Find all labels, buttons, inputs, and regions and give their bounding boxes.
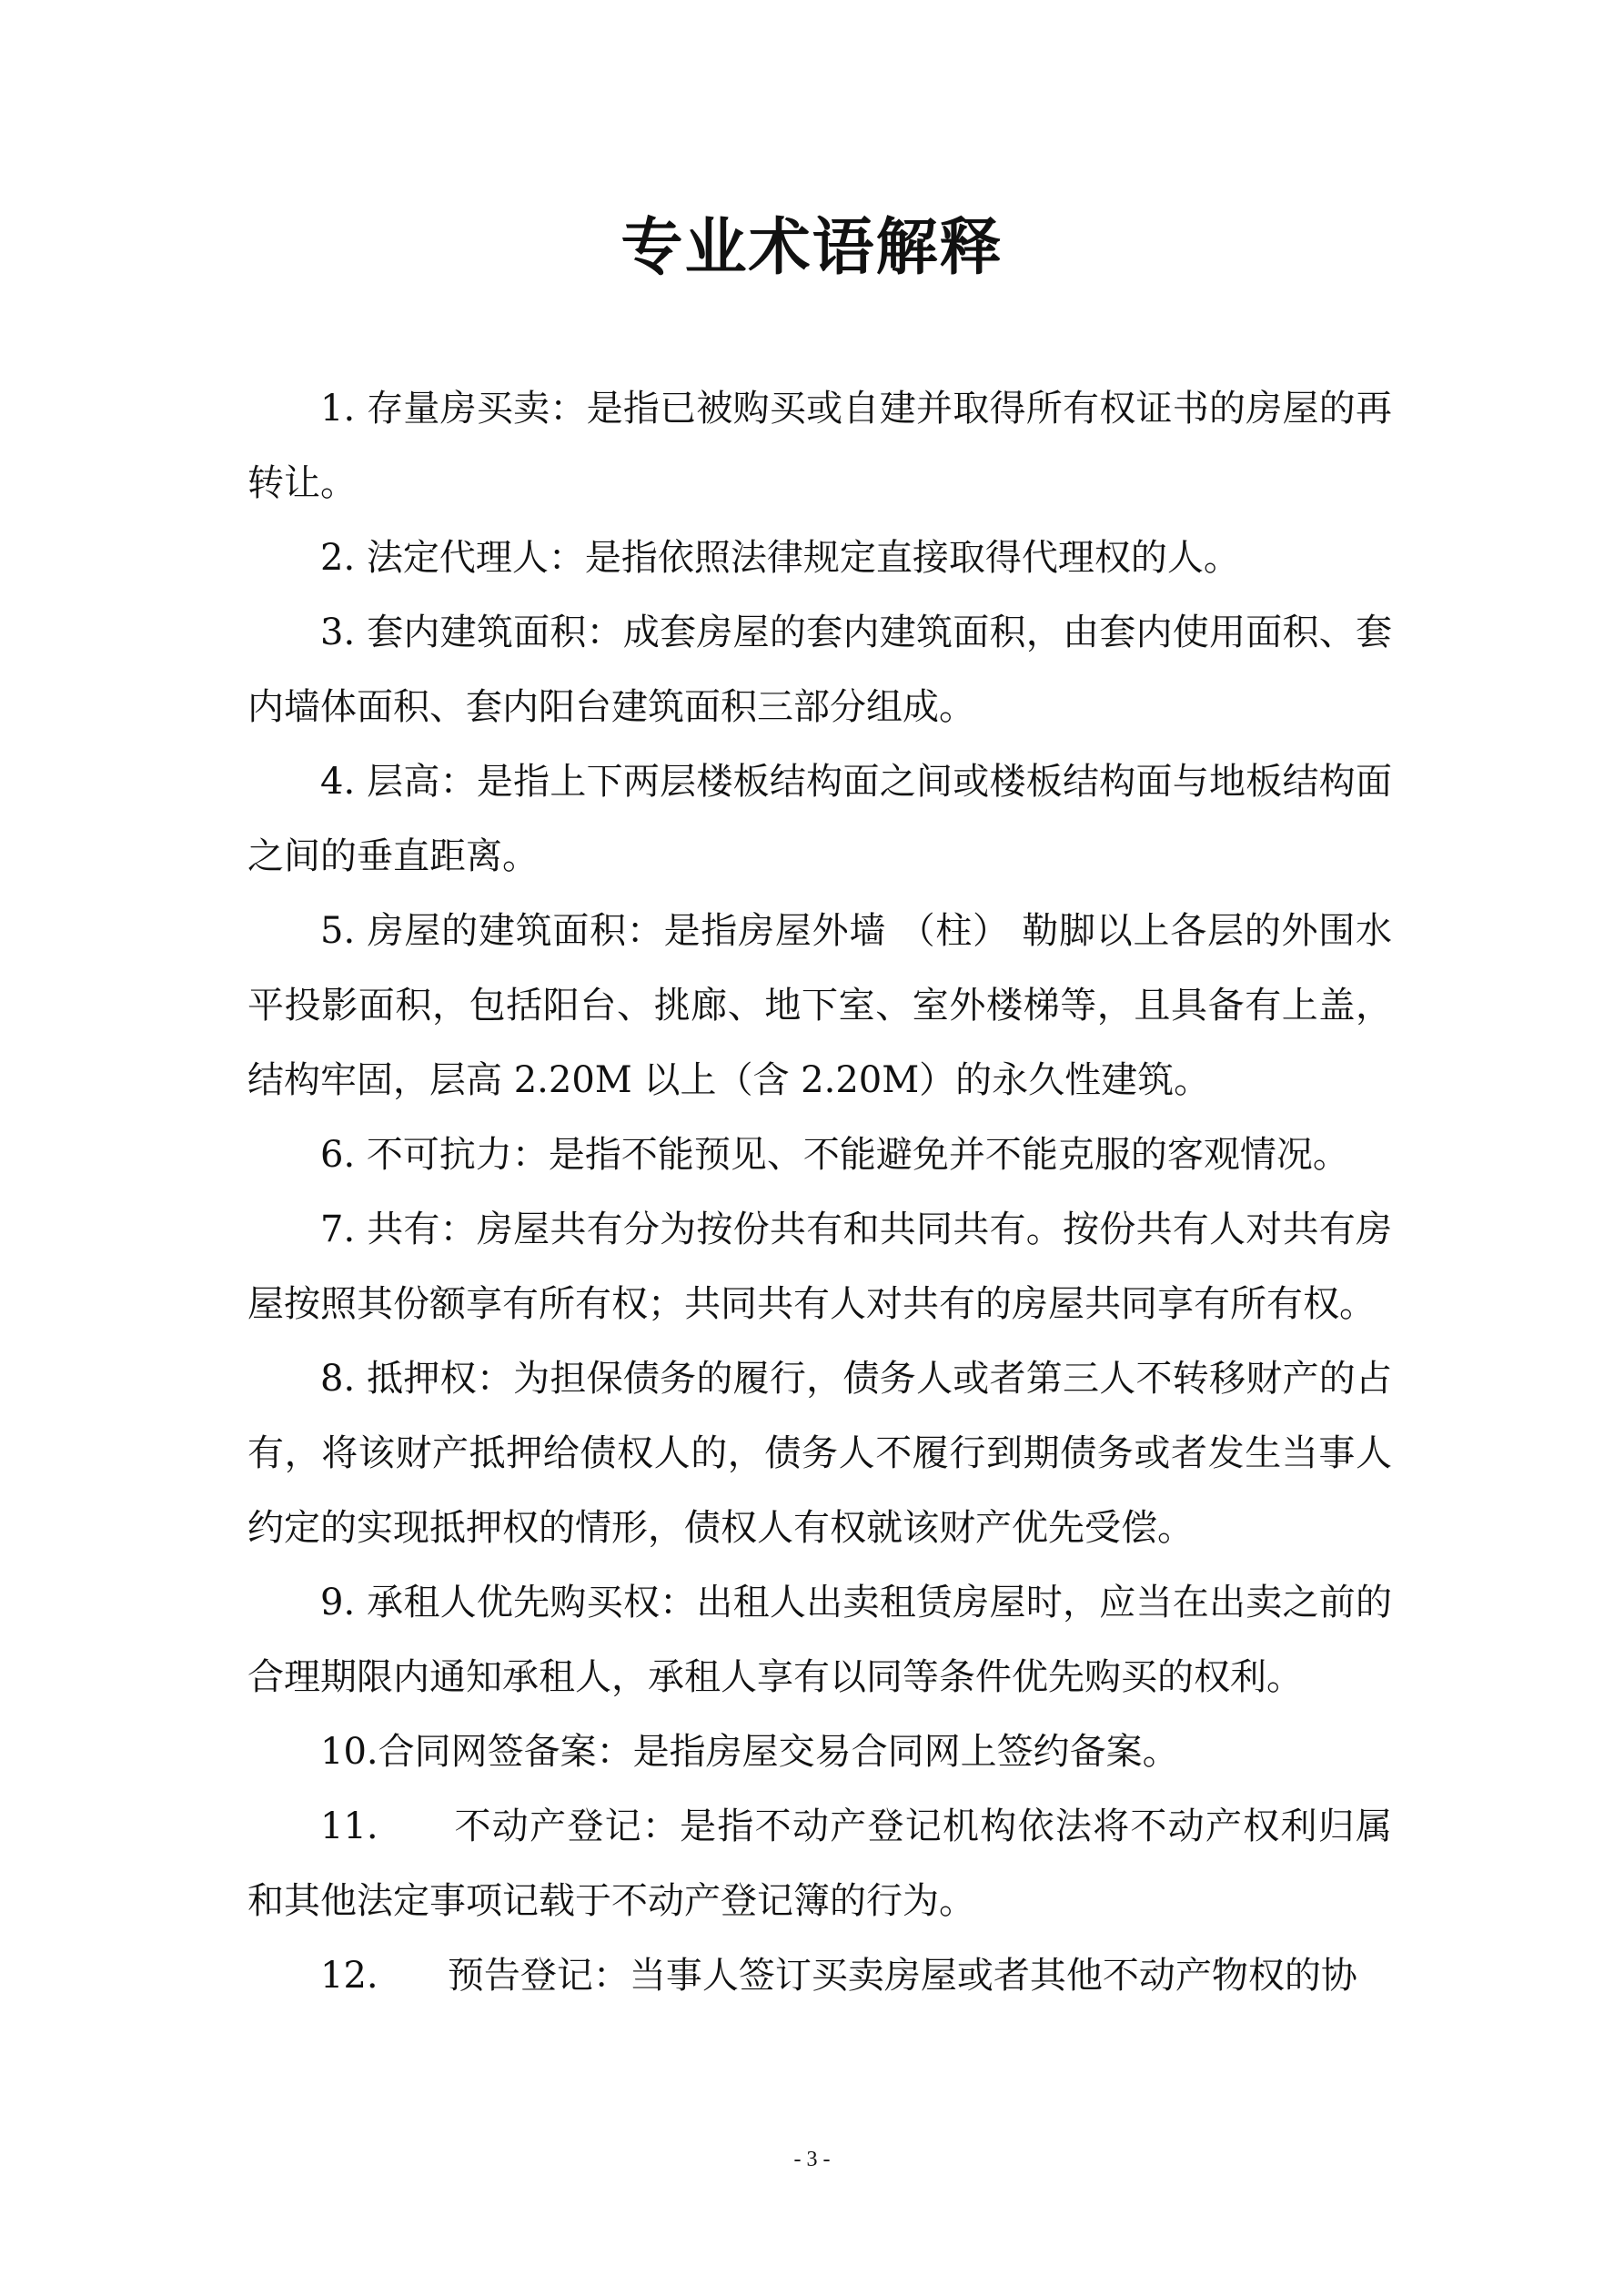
term-number: 4. <box>320 761 356 803</box>
term-text: 承租人优先购买权：出租人出卖租赁房屋时，应当在出卖之前的合理期限内通知承租人，承租人享有以同等条件优先购买的权利。 <box>247 1582 1392 1698</box>
term-item <box>247 744 1392 894</box>
term-text: 不可抗力：是指不能预见、不能避免并不能克服的客观情况。 <box>366 1134 1349 1176</box>
term-number: 8. <box>320 1358 356 1400</box>
term-text: 抵押权：为担保债务的履行，债务人或者第三人不转移财产的占有，将该财产抵押给债权人的，债务人不履行到期债务或者发生当事人约定的实现抵押权的情形，债权人有权就该财产优先受偿。 <box>247 1358 1392 1549</box>
term-text: 合同网签备案：是指房屋交易合同网上签约备案。 <box>378 1731 1179 1773</box>
term-number: 2. <box>320 537 356 579</box>
term-text: 套内建筑面积：成套房屋的套内建筑面积，由套内使用面积、套内墙体面积、套内阳台建筑面积三部分组成。 <box>247 612 1392 728</box>
term-item <box>247 1192 1392 1341</box>
term-number: 10. <box>320 1731 378 1773</box>
term-number: 3. <box>320 612 356 653</box>
term-number: 9. <box>320 1582 356 1623</box>
terms-list <box>247 371 1392 2013</box>
page-title: 专业术语解释 <box>620 212 1004 284</box>
term-number: 11. <box>320 1805 378 1847</box>
term-number: 7. <box>320 1209 356 1250</box>
term-item <box>247 595 1392 744</box>
term-number: 12. <box>320 1955 378 1997</box>
term-item <box>247 1118 1392 1192</box>
page-number: - 3 - <box>793 2148 831 2171</box>
term-number: 1. <box>320 388 356 430</box>
term-text: 预告登记：当事人签订买卖房屋或者其他不动产物权的协 <box>447 1955 1357 1997</box>
term-text: 共有：房屋共有分为按份共有和共同共有。按份共有人对共有房屋按照其份额享有所有权；共同共有人对共有的房屋共同享有所有权。 <box>247 1209 1392 1325</box>
term-item <box>247 1938 1392 2013</box>
term-item <box>247 521 1392 595</box>
term-item <box>247 1341 1392 1565</box>
term-text: 房屋的建筑面积：是指房屋外墙 （柱） 勒脚以上各层的外围水平投影面积，包括阳台、挑廊、地下室、室外楼梯等，且具备有上盖，结构牢固，层高 2.20M 以上（含 2.20M）的永久性建筑。 <box>247 910 1392 1101</box>
term-text: 不动产登记：是指不动产登记机构依法将不动产权利归属和其他法定事项记载于不动产登记簿的行为。 <box>247 1805 1392 1922</box>
term-item <box>247 1789 1392 1938</box>
term-number: 6. <box>320 1134 356 1176</box>
term-number: 5. <box>320 910 356 952</box>
term-text: 存量房买卖：是指已被购买或自建并取得所有权证书的房屋的再转让。 <box>247 388 1392 504</box>
term-text: 层高：是指上下两层楼板结构面之间或楼板结构面与地板结构面之间的垂直距离。 <box>247 761 1392 877</box>
term-item <box>247 1565 1392 1714</box>
term-item <box>247 1714 1392 1789</box>
term-item <box>247 371 1392 521</box>
term-item <box>247 894 1392 1118</box>
term-text: 法定代理人：是指依照法律规定直接取得代理权的人。 <box>366 537 1240 579</box>
